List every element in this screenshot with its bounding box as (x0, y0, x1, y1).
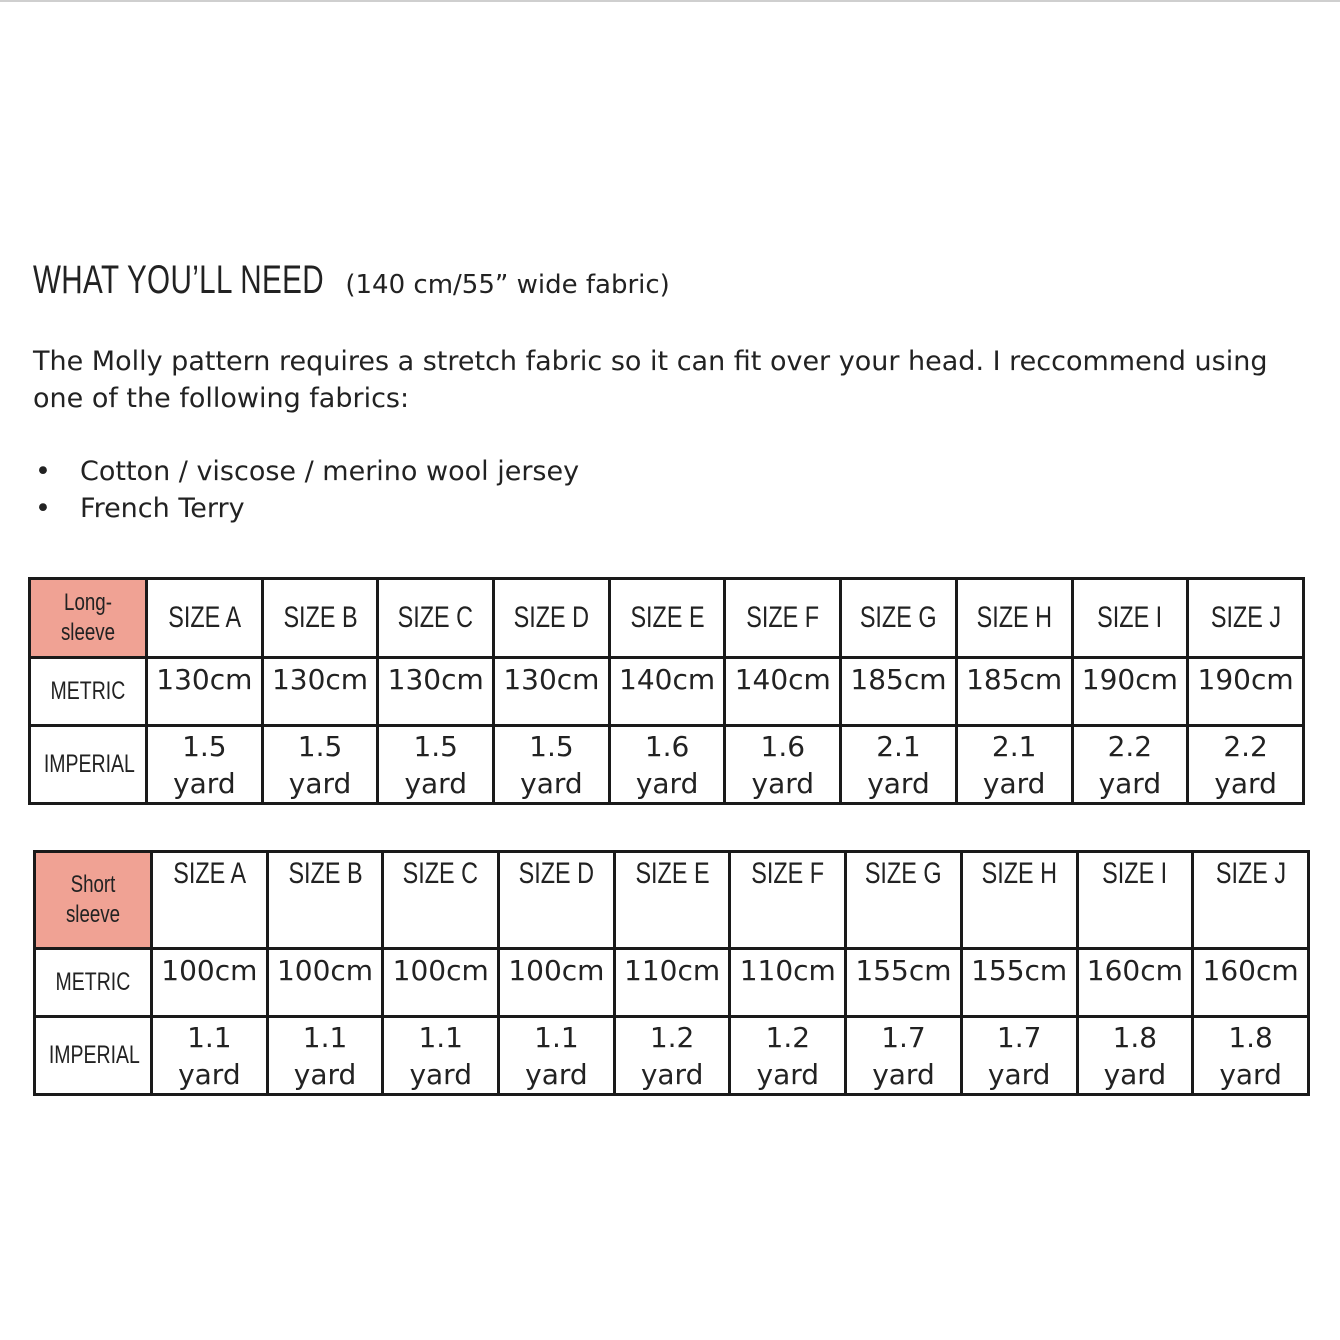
short-sleeve-label: Short sleeve (35, 852, 152, 949)
imperial-value-cell: 1.1 yard (152, 1017, 268, 1095)
metric-value-cell: 130cm (378, 658, 494, 726)
size-header-row (30, 579, 1304, 658)
bullet-icon: • (35, 493, 51, 524)
short-sleeve-table (33, 850, 1310, 1096)
imperial-row-label: IMPERIAL (35, 1017, 152, 1095)
size-header-cell: SIZE I (1077, 852, 1193, 949)
size-header-cell: SIZE J (1188, 579, 1304, 658)
heading-subtitle: (140 cm/55” wide fabric) (345, 270, 670, 300)
size-header-cell: SIZE J (1193, 852, 1309, 949)
imperial-value-cell: 2.1 yard (841, 726, 957, 804)
section-heading (33, 258, 670, 303)
metric-value-cell: 100cm (267, 949, 383, 1017)
metric-value-cell: 160cm (1193, 949, 1309, 1017)
top-divider (0, 0, 1340, 2)
metric-value-cell: 155cm (846, 949, 962, 1017)
imperial-row-label: IMPERIAL (30, 726, 147, 804)
metric-value-cell: 130cm (262, 658, 378, 726)
imperial-value-cell: 1.6 yard (725, 726, 841, 804)
metric-value-cell: 100cm (383, 949, 499, 1017)
metric-value-cell: 185cm (956, 658, 1072, 726)
imperial-value-cell: 1.5 yard (147, 726, 263, 804)
intro-paragraph: The Molly pattern requires a stretch fabric so it can fit over your head. I reccommend using one of the following fabrics: (33, 346, 1268, 414)
metric-value-cell: 155cm (961, 949, 1077, 1017)
size-header-cell: SIZE G (846, 852, 962, 949)
metric-value-cell: 110cm (614, 949, 730, 1017)
fabric-list-item: • French Terry (33, 490, 579, 527)
size-header-cell: SIZE D (499, 852, 615, 949)
metric-value-cell: 190cm (1072, 658, 1188, 726)
imperial-value-cell: 1.5 yard (262, 726, 378, 804)
size-header-cell: SIZE I (1072, 579, 1188, 658)
size-header-row (35, 852, 1309, 949)
imperial-value-cell: 1.7 yard (961, 1017, 1077, 1095)
heading-title: WHAT YOU’LL NEED (33, 258, 325, 302)
imperial-value-cell: 1.5 yard (378, 726, 494, 804)
metric-value-cell: 190cm (1188, 658, 1304, 726)
size-header-cell: SIZE F (725, 579, 841, 658)
imperial-value-cell: 1.5 yard (494, 726, 610, 804)
size-header-cell: SIZE B (267, 852, 383, 949)
imperial-value-cell: 1.2 yard (730, 1017, 846, 1095)
metric-row-label: METRIC (30, 658, 147, 726)
imperial-value-cell: 2.2 yard (1072, 726, 1188, 804)
fabric-list-item: • Cotton / viscose / merino wool jersey (33, 453, 579, 490)
imperial-value-cell: 1.8 yard (1193, 1017, 1309, 1095)
size-header-cell: SIZE C (383, 852, 499, 949)
metric-value-cell: 185cm (841, 658, 957, 726)
metric-value-cell: 100cm (152, 949, 268, 1017)
size-header-cell: SIZE B (262, 579, 378, 658)
size-header-cell: SIZE H (961, 852, 1077, 949)
size-header-cell: SIZE A (152, 852, 268, 949)
size-header-cell: SIZE H (956, 579, 1072, 658)
metric-value-cell: 140cm (609, 658, 725, 726)
metric-value-cell: 100cm (499, 949, 615, 1017)
size-header-cell: SIZE E (614, 852, 730, 949)
metric-row (35, 949, 1309, 1017)
imperial-value-cell: 1.1 yard (383, 1017, 499, 1095)
size-header-cell: SIZE F (730, 852, 846, 949)
metric-row-label: METRIC (35, 949, 152, 1017)
imperial-value-cell: 1.8 yard (1077, 1017, 1193, 1095)
size-header-cell: SIZE C (378, 579, 494, 658)
metric-value-cell: 130cm (147, 658, 263, 726)
metric-value-cell: 140cm (725, 658, 841, 726)
size-header-cell: SIZE E (609, 579, 725, 658)
imperial-value-cell: 1.7 yard (846, 1017, 962, 1095)
imperial-row (35, 1017, 1309, 1095)
metric-row (30, 658, 1304, 726)
imperial-value-cell: 1.1 yard (267, 1017, 383, 1095)
long-sleeve-label: Long- sleeve (30, 579, 147, 658)
size-header-cell: SIZE A (147, 579, 263, 658)
imperial-value-cell: 1.2 yard (614, 1017, 730, 1095)
size-header-cell: SIZE G (841, 579, 957, 658)
long-sleeve-table (28, 577, 1305, 805)
imperial-value-cell: 1.1 yard (499, 1017, 615, 1095)
metric-value-cell: 110cm (730, 949, 846, 1017)
size-header-cell: SIZE D (494, 579, 610, 658)
imperial-value-cell: 1.6 yard (609, 726, 725, 804)
imperial-value-cell: 2.1 yard (956, 726, 1072, 804)
imperial-row (30, 726, 1304, 804)
metric-value-cell: 130cm (494, 658, 610, 726)
metric-value-cell: 160cm (1077, 949, 1193, 1017)
imperial-value-cell: 2.2 yard (1188, 726, 1304, 804)
fabric-list (33, 453, 579, 527)
bullet-icon: • (35, 456, 51, 487)
